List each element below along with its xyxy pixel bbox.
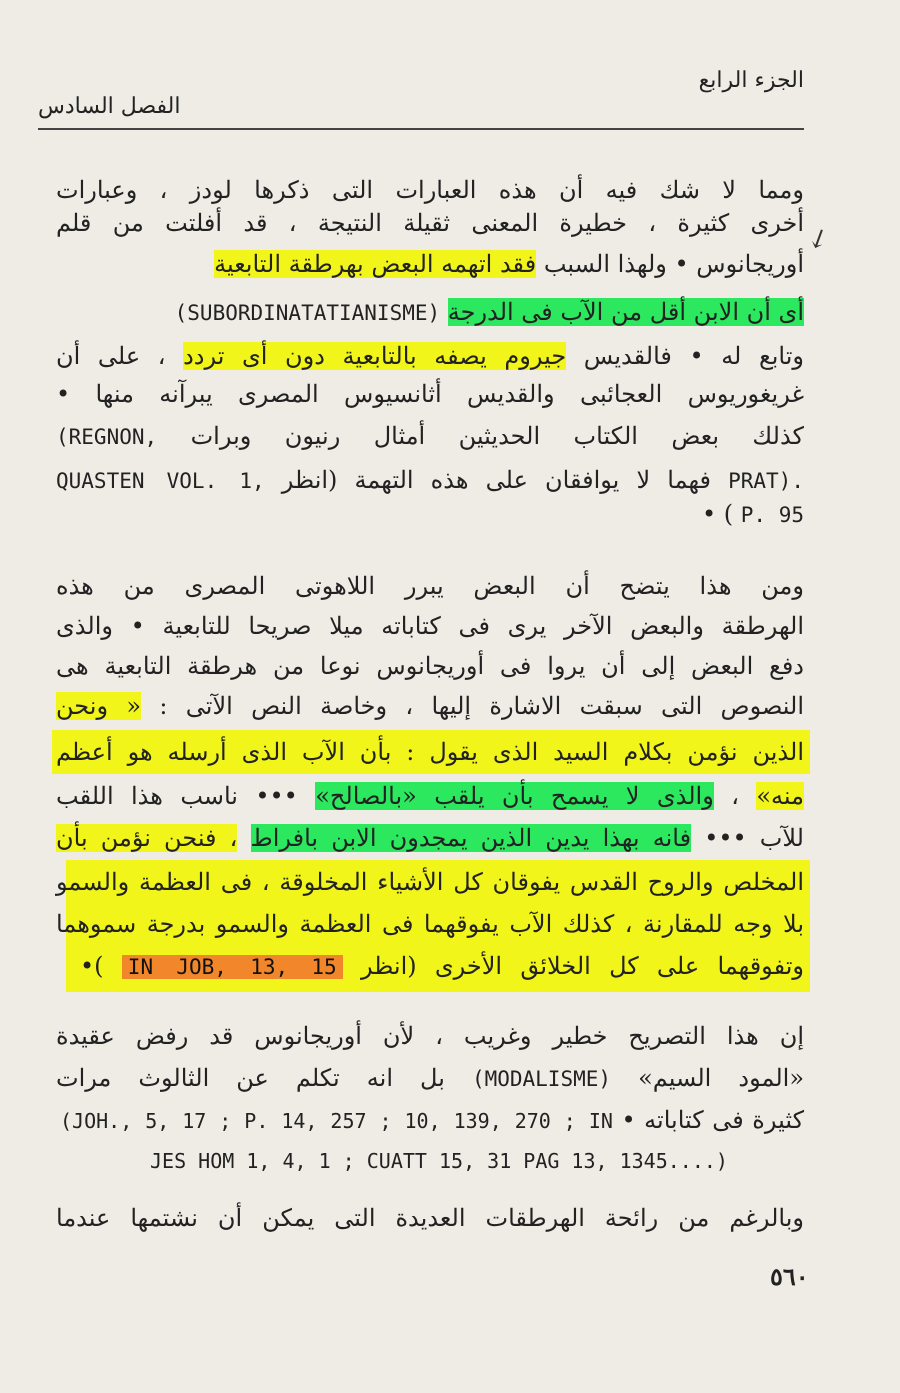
page-number: ٥٦٠: [770, 1262, 809, 1291]
p1-line-3-text: أوريجانوس • ولهذا السبب: [543, 250, 804, 278]
latin-subordinatianisme: (SUBORDINATATIANISME): [174, 301, 441, 325]
p2-line-6-b: ••• ناسب هذا اللقب: [56, 782, 298, 810]
highlight-subordinationism-accusation: فقد اتهمه البعض بهرطقة التابعية: [214, 250, 537, 278]
highlight-we-believe: ، فنحن نؤمن بأن: [56, 824, 238, 852]
p2-line-4-a: النصوص التى سبقت الاشارة إليها ، وخاصة النص الآتى :: [159, 692, 805, 720]
p2-line-10-a: وتفوقهما على كل الخلائق الأخرى (انظر: [360, 952, 804, 980]
p1-line-4: [40, 292, 804, 332]
latin-references-1: (JOH., 5, 17 ; P. 14, 257 ; 10, 139, 270 ; IN: [60, 1109, 613, 1133]
p3-line-3: [60, 1100, 804, 1140]
p1-line-3: [40, 244, 804, 284]
p1-line-9: [600, 494, 804, 534]
p3-line-2-b: بل انه تكلم عن الثالوث مرات: [56, 1064, 445, 1092]
p1-line-7: [56, 416, 804, 456]
p2-line-3: دفع البعض إلى أن يروا فى أوريجانوس نوعا من هرطقة التابعية هى: [56, 652, 804, 680]
p1-line-8-a: فهما لا يوافقان على هذه التهمة (انظر: [281, 466, 711, 494]
latin-regnon: (REGNON,: [56, 425, 158, 449]
highlight-son-less-than-father: أى أن الابن أقل من الآب فى الدرجة: [447, 298, 804, 326]
p2-line-4: [56, 686, 804, 726]
highlight-jerome: جيروم يصفه بالتابعية دون أى تردد: [183, 342, 567, 370]
p1-line-7-a: كذلك بعض الكتاب الحديثين أمثال رنيون وبرات: [190, 422, 804, 450]
p2-line-8: المخلص والروح القدس يفوقان كل الأشياء المخلوقة ، فى العظمة والسمو: [56, 868, 804, 896]
p1-line-6: غريغوريوس العجائبى والقديس أثانسيوس المصرى يبرآنه منها •: [56, 380, 804, 408]
highlight-not-called-good: والذى لا يسمح بأن يلقب «بالصالح»: [315, 782, 714, 810]
margin-arrow-icon: ↙: [802, 220, 836, 258]
p2-line-7-a: للآب •••: [704, 824, 804, 852]
latin-modalisme: (MODALISME): [471, 1067, 612, 1091]
p3-line-1: إن هذا التصريح خطير وغريب ، لأن أوريجانوس قد رفض عقيدة: [56, 1022, 804, 1050]
p2-line-1: ومن هذا يتضح أن البعض يبرر اللاهوتى المصرى من هذه: [56, 572, 804, 600]
highlight-condemns-glorifiers: فانه بهذا يدين الذين يمجدون الابن بافراط: [250, 824, 692, 852]
p3-line-5: وبالرغم من رائحة الهرطقات العديدة التى يمكن أن نشتمها عندما: [56, 1204, 804, 1232]
p3-line-4: [150, 1140, 804, 1180]
p2-line-9: بلا وجه للمقارنة ، كذلك الآب يفوقهما فى العظمة والسمو بدرجة سموهما: [56, 910, 804, 938]
latin-page-95: P. 95: [740, 503, 804, 527]
chapter-title: الفصل السادس: [38, 94, 181, 119]
p1-line-5-a: وتابع له • فالقديس: [583, 342, 804, 370]
highlight-minho: منه»: [756, 782, 804, 810]
p2-line-7: [56, 818, 804, 858]
highlight-quote-start: « ونحن: [56, 692, 142, 720]
part-title: الجزء الرابع: [698, 68, 804, 93]
p2-line-2: الهرطقة والبعض الآخر يرى فى كتاباته ميلا صريحا للتابعية • والذى: [56, 612, 804, 640]
p3-line-2: [56, 1058, 804, 1098]
p3-line-3-a: كثيرة فى كتاباته •: [621, 1106, 804, 1134]
p1-line-1: ومما لا شك فيه أن هذه العبارات التى ذكرها لودز ، وعبارات: [56, 176, 804, 204]
header-rule: [38, 128, 804, 130]
p2-line-6: [56, 776, 804, 816]
p2-line-5: الذين نؤمن بكلام السيد الذى يقول : بأن الآب الذى أرسله هو أعظم: [56, 738, 804, 766]
p1-line-5-b: ، على أن: [56, 342, 166, 370]
p2-line-10: [80, 946, 804, 986]
reference-in-job: IN JOB, 13, 15: [122, 955, 343, 979]
p2-line-6-a: ،: [731, 782, 739, 810]
p1-line-2: أخرى كثيرة ، خطيرة المعنى ثقيلة النتيجة ، قد أفلتت من قلم: [56, 209, 804, 237]
latin-references-2: JES HOM 1, 4, 1 ; CUATT 15, 31 PAG 13, 1345....): [150, 1149, 728, 1173]
p2-line-10-b: )•: [80, 952, 104, 980]
p1-line-5: [56, 336, 804, 376]
p1-line-9-a: ) •: [701, 500, 734, 528]
p3-line-2-a: «المود السيم»: [638, 1064, 805, 1092]
latin-prat: PRAT).: [728, 469, 804, 493]
latin-quasten: QUASTEN VOL. 1,: [56, 469, 265, 493]
